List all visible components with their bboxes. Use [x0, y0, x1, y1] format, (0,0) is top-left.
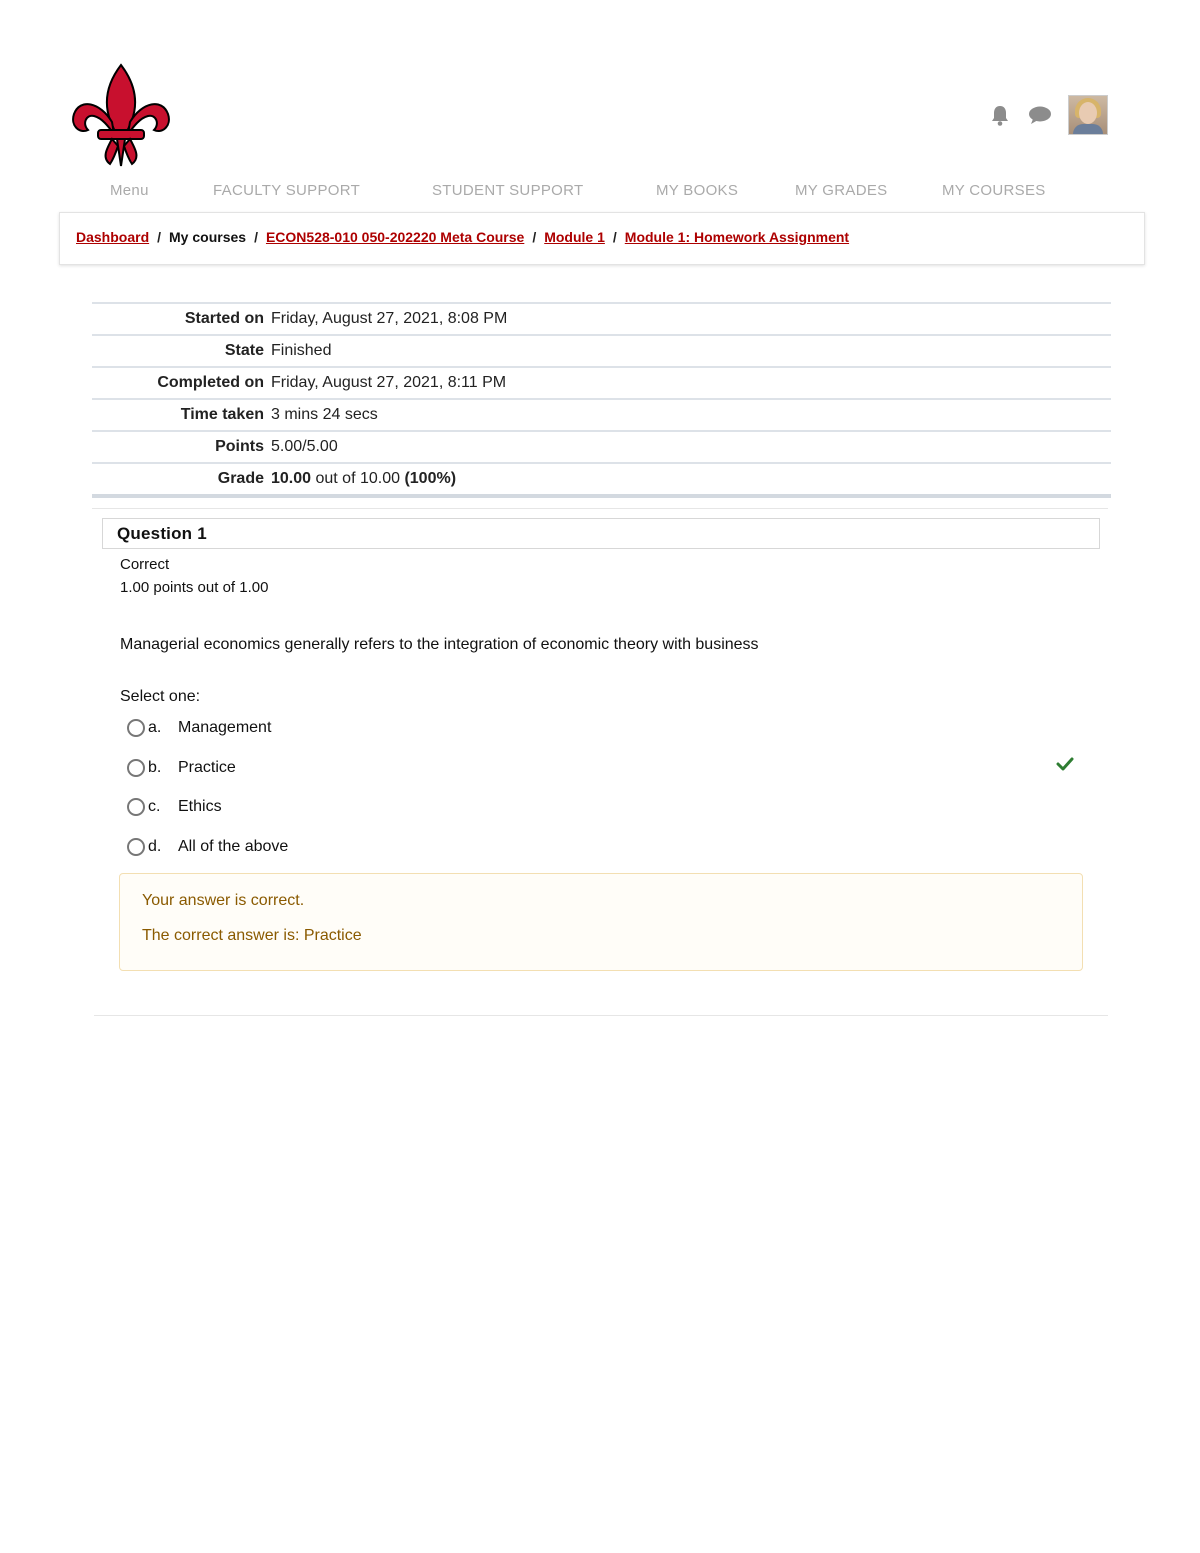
time-taken-label: Time taken	[180, 406, 264, 423]
summary-row-state	[92, 336, 1111, 368]
main-nav	[0, 182, 1200, 204]
radio-button[interactable]	[127, 798, 145, 816]
question-info	[120, 553, 268, 599]
state-value: Finished	[271, 342, 332, 359]
question-header	[102, 518, 1100, 549]
question-title: Question 1	[117, 524, 207, 543]
attempt-summary-table	[92, 302, 1111, 498]
question-points: 1.00 points out of 1.00	[120, 579, 269, 596]
summary-row-points	[92, 432, 1111, 464]
breadcrumb	[59, 212, 1145, 265]
grade-value	[271, 470, 456, 488]
answer-feedback	[119, 873, 1083, 971]
divider	[94, 1015, 1108, 1016]
option-letter: b.	[148, 759, 162, 776]
option-label: Ethics	[178, 798, 222, 815]
started-label: Started on	[184, 310, 264, 327]
breadcrumb-course[interactable]: ECON528-010 050-202220 Meta Course	[265, 229, 525, 245]
nav-item-my-books[interactable]: MY BOOKS	[656, 182, 739, 199]
option-label: All of the above	[178, 838, 289, 855]
summary-row-started	[92, 304, 1111, 336]
points-value: 5.00/5.00	[271, 438, 338, 455]
nav-item-my-grades[interactable]: MY GRADES	[795, 182, 888, 199]
breadcrumb-separator: /	[612, 229, 617, 245]
summary-row-completed	[92, 368, 1111, 400]
select-one-prompt: Select one:	[120, 688, 201, 705]
radio-button[interactable]	[127, 759, 145, 777]
state-label: State	[224, 342, 264, 359]
grade-score: 10.00	[271, 470, 312, 487]
answer-option-a[interactable]	[127, 715, 271, 741]
feedback-correct-answer: The correct answer is: Practice	[142, 927, 362, 944]
points-label: Points	[215, 438, 264, 455]
option-letter: c.	[148, 798, 161, 815]
divider	[92, 508, 1108, 509]
grade-label: Grade	[217, 470, 264, 487]
answer-option-d[interactable]	[127, 834, 288, 860]
feedback-result: Your answer is correct.	[142, 892, 305, 909]
started-value: Friday, August 27, 2021, 8:08 PM	[271, 310, 508, 327]
grade-out-of: out of 10.00	[311, 470, 405, 487]
header-actions	[988, 95, 1108, 135]
breadcrumb-my-courses: My courses	[169, 229, 247, 245]
breadcrumb-separator: /	[157, 229, 162, 245]
breadcrumb-separator: /	[254, 229, 258, 245]
option-label: Practice	[178, 759, 236, 776]
breadcrumb-assignment[interactable]: Module 1: Homework Assignment	[624, 229, 850, 245]
summary-row-time	[92, 400, 1111, 432]
fleur-de-lis-logo[interactable]	[70, 62, 172, 168]
option-label: Management	[178, 719, 272, 736]
answer-option-c[interactable]	[127, 794, 222, 820]
grade-percent: (100%)	[404, 470, 457, 487]
breadcrumb-separator: /	[532, 229, 537, 245]
time-taken-value: 3 mins 24 secs	[271, 406, 378, 423]
nav-item-student-support[interactable]: STUDENT SUPPORT	[432, 182, 584, 199]
option-letter: a.	[148, 719, 162, 736]
summary-row-grade	[92, 464, 1111, 498]
option-letter: d.	[148, 838, 162, 855]
answer-option-b[interactable]	[127, 755, 236, 781]
question-text: Managerial economics generally refers to the integration of economic theory with business	[120, 636, 759, 653]
question-status: Correct	[120, 556, 170, 573]
radio-button[interactable]	[127, 838, 145, 856]
breadcrumb-dashboard[interactable]: Dashboard	[76, 229, 150, 245]
nav-item-faculty-support[interactable]: FACULTY SUPPORT	[213, 182, 361, 199]
completed-value: Friday, August 27, 2021, 8:11 PM	[271, 374, 507, 391]
nav-item-menu[interactable]: Menu	[110, 182, 149, 199]
user-avatar[interactable]	[1068, 95, 1108, 135]
completed-label: Completed on	[157, 374, 264, 391]
radio-button[interactable]	[127, 719, 145, 737]
bell-icon[interactable]	[988, 103, 1012, 127]
nav-item-my-courses[interactable]: MY COURSES	[942, 182, 1046, 199]
check-icon	[1056, 756, 1074, 772]
chat-icon[interactable]	[1028, 103, 1052, 127]
breadcrumb-module[interactable]: Module 1	[544, 229, 605, 245]
